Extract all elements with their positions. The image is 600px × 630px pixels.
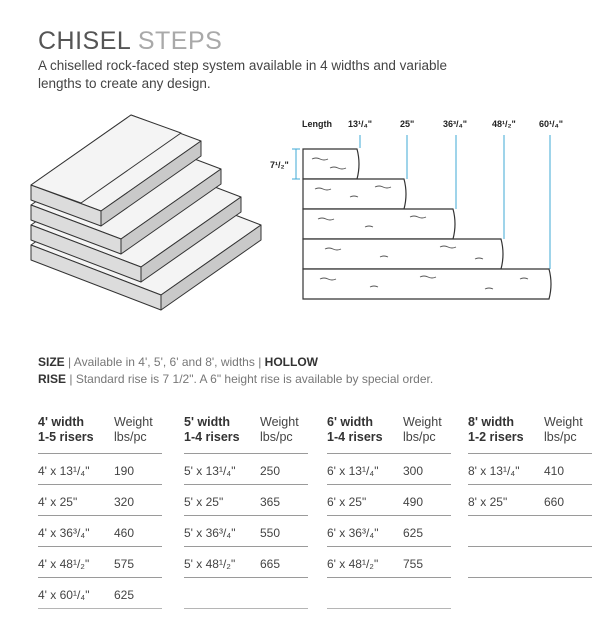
- unit-label: lbs/pc: [403, 430, 436, 444]
- table-row: [468, 578, 592, 609]
- weight-cell: 190: [114, 464, 135, 478]
- table-row: [184, 516, 308, 547]
- table-row: [327, 578, 451, 609]
- size-cell: 8' x 25": [468, 495, 508, 509]
- table-row: [38, 516, 162, 547]
- hollow-label: HOLLOW: [264, 355, 318, 369]
- weight-cell: 300: [403, 464, 424, 478]
- label-13: 13¹/₄": [348, 119, 373, 129]
- size-cell: 8' x 13¹/₄": [468, 464, 520, 478]
- title-part-1: CHISEL: [38, 26, 131, 55]
- table-5ft: [184, 413, 308, 609]
- weight-label: Weight: [260, 415, 299, 429]
- size-cell: 5' x 25": [184, 495, 224, 509]
- step-profile-diagram: [270, 113, 570, 308]
- unit-label: lbs/pc: [544, 430, 577, 444]
- table-row: [468, 454, 592, 485]
- weight-cell: 460: [114, 526, 135, 540]
- table-header: [468, 413, 592, 454]
- weight-cell: 550: [260, 526, 281, 540]
- size-cell: 6' x 25": [327, 495, 367, 509]
- table-row: [327, 547, 451, 578]
- weight-label: Weight: [544, 415, 583, 429]
- table-row: [327, 485, 451, 516]
- table-header: [38, 413, 162, 454]
- size-cell: 4' x 13¹/₄": [38, 464, 90, 478]
- table-row: [184, 485, 308, 516]
- weight-cell: 625: [403, 526, 424, 540]
- weight-cell: 410: [544, 464, 565, 478]
- rise-text: Standard rise is 7 1/2". A 6" height rise is available by special order.: [75, 372, 434, 386]
- size-text: Available in 4', 5', 6' and 8', widths: [73, 355, 255, 369]
- risers-label: 1-4 risers: [327, 430, 383, 444]
- product-description: A chiselled rock-faced step system available in 4 widths and variable lengths to create any design.: [38, 58, 447, 91]
- size-cell: 4' x 60¹/₄": [38, 588, 90, 602]
- width-label: 8' width: [468, 415, 515, 429]
- size-cell: 6' x 36³/₄": [327, 526, 379, 540]
- weight-label: Weight: [114, 415, 153, 429]
- table-row: [468, 516, 592, 547]
- table-row: [38, 578, 162, 609]
- table-4ft: [38, 413, 162, 609]
- label-60: 60¹/₄": [539, 119, 564, 129]
- unit-label: lbs/pc: [114, 430, 147, 444]
- size-cell: 5' x 48¹/₂": [184, 557, 236, 571]
- weight-cell: 490: [403, 495, 424, 509]
- weight-cell: 625: [114, 588, 135, 602]
- weight-cell: 575: [114, 557, 135, 571]
- size-cell: 4' x 25": [38, 495, 78, 509]
- weight-cell: 365: [260, 495, 281, 509]
- risers-label: 1-2 risers: [468, 430, 524, 444]
- weight-label: Weight: [403, 415, 442, 429]
- table-row: [468, 485, 592, 516]
- size-label: SIZE: [38, 355, 65, 369]
- table-row: [468, 547, 592, 578]
- weight-cell: 665: [260, 557, 281, 571]
- size-cell: 4' x 48¹/₂": [38, 557, 90, 571]
- size-line: SIZE | Available in 4', 5', 6' and 8', widths | HOLLOW: [38, 355, 318, 369]
- specifications: [38, 354, 433, 388]
- risers-label: 1-5 risers: [38, 430, 94, 444]
- table-row: [38, 485, 162, 516]
- label-rise: 7¹/₂": [270, 160, 289, 170]
- steps-isometric-illustration: [28, 112, 263, 312]
- label-36: 36³/₄": [443, 119, 468, 129]
- table-row: [184, 547, 308, 578]
- weight-cell: 250: [260, 464, 281, 478]
- size-cell: 6' x 48¹/₂": [327, 557, 379, 571]
- table-header: [184, 413, 308, 454]
- size-cell: 4' x 36³/₄": [38, 526, 90, 540]
- weight-cell: 755: [403, 557, 424, 571]
- size-cell: 5' x 36³/₄": [184, 526, 236, 540]
- table-header: [327, 413, 451, 454]
- risers-label: 1-4 risers: [184, 430, 240, 444]
- rise-line: RISE | Standard rise is 7 1/2". A 6" height rise is available by special order.: [38, 372, 434, 386]
- weight-cell: 320: [114, 495, 135, 509]
- rise-label: RISE: [38, 372, 67, 386]
- title-part-2: STEPS: [137, 26, 223, 55]
- label-48: 48¹/₂": [492, 119, 516, 129]
- table-row: [38, 454, 162, 485]
- table-row: [184, 578, 308, 609]
- table-6ft: [327, 413, 451, 609]
- unit-label: lbs/pc: [260, 430, 293, 444]
- table-row: [327, 516, 451, 547]
- width-label: 5' width: [184, 415, 231, 429]
- page-title: [38, 27, 222, 56]
- table-row: [38, 547, 162, 578]
- weight-cell: 660: [544, 495, 565, 509]
- width-label: 6' width: [327, 415, 374, 429]
- width-label: 4' width: [38, 415, 85, 429]
- table-8ft: [468, 413, 592, 609]
- size-cell: 5' x 13¹/₄": [184, 464, 236, 478]
- size-cell: 6' x 13¹/₄": [327, 464, 379, 478]
- table-row: [327, 454, 451, 485]
- table-row: [184, 454, 308, 485]
- label-length: Length: [302, 119, 332, 129]
- label-25: 25": [400, 119, 415, 129]
